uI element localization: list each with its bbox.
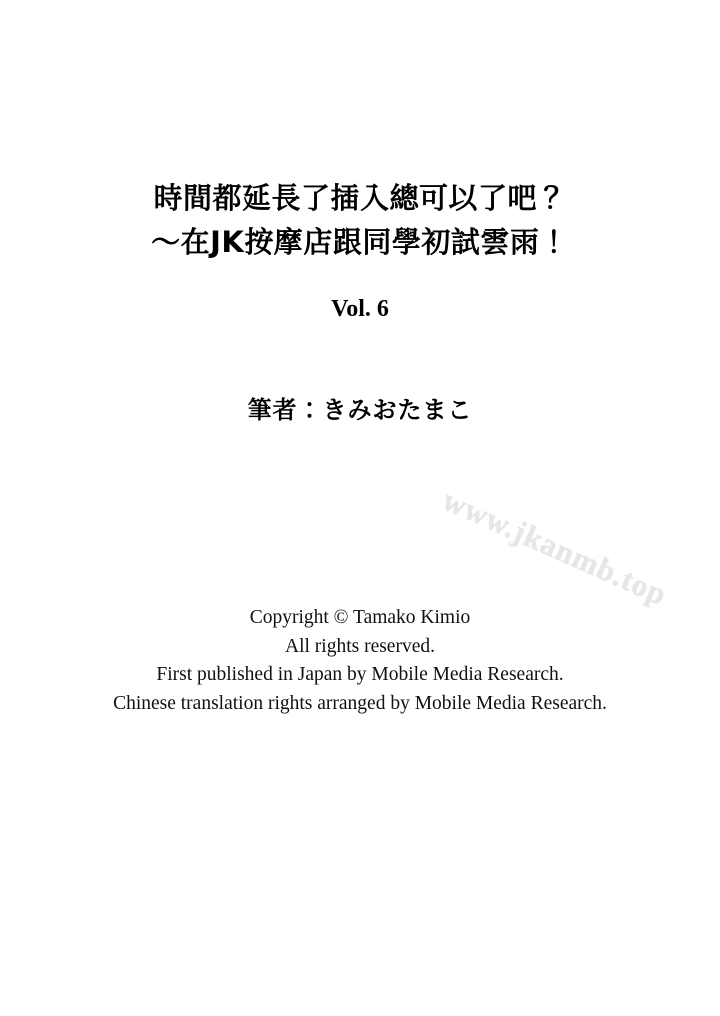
copyright-line-1: Copyright © Tamako Kimio: [249, 607, 471, 628]
copyright-block: [0, 604, 720, 718]
copyright-line-4: Chinese translation rights arranged by Mobile Media Research.: [113, 692, 607, 714]
title-line-1: 時間都延長了插入總可以了吧？: [153, 181, 567, 215]
author-label: 筆者：きみおたまこ: [247, 396, 473, 424]
watermark-text: www.jkanmb.top: [437, 482, 673, 613]
volume-label: Vol. 6: [331, 296, 389, 322]
title-block: [0, 176, 720, 264]
copyright-line-3: First published in Japan by Mobile Media Research.: [156, 664, 564, 685]
title-line-2: ～在JK按摩店跟同學初試雲雨！: [151, 225, 569, 259]
watermark: [437, 430, 720, 613]
copyright-line-2: All rights reserved.: [284, 635, 435, 657]
